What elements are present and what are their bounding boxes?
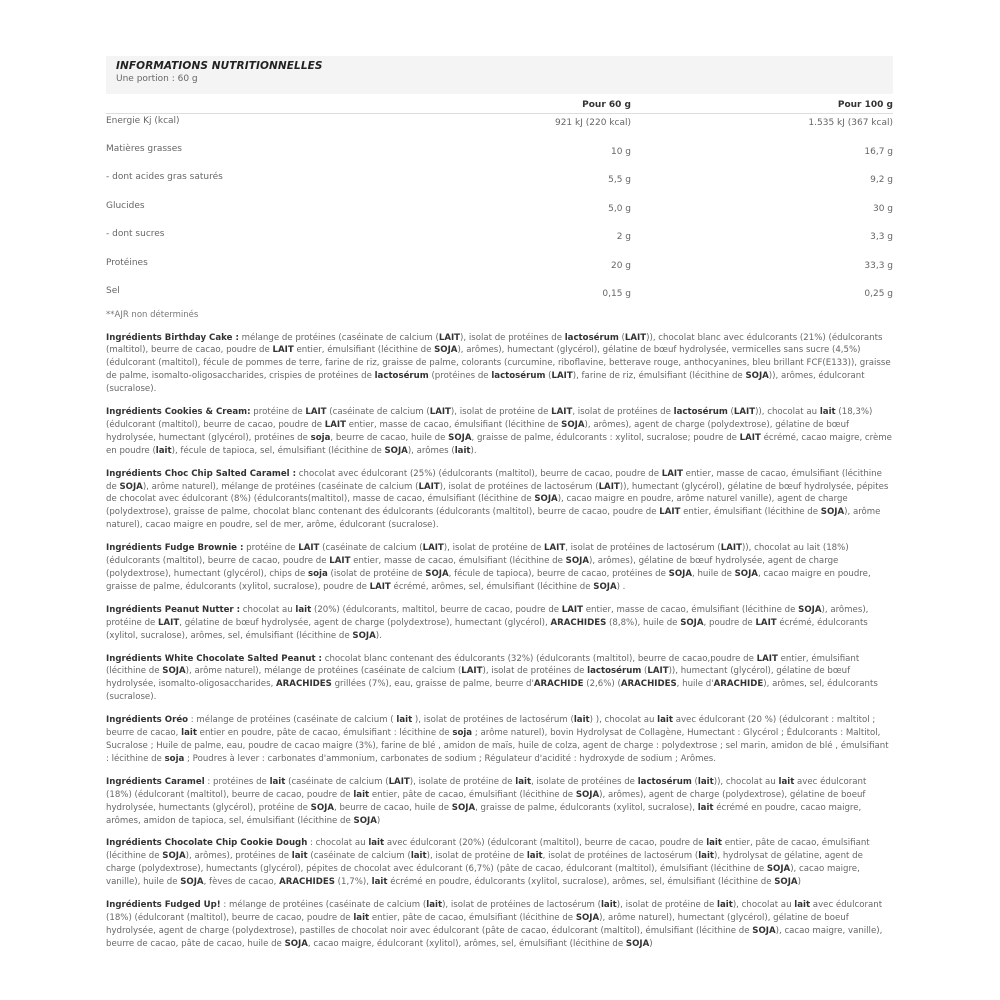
row-value-100g: 0,25 g xyxy=(864,289,893,299)
row-value-100g: 3,3 g xyxy=(870,232,893,242)
ingredient-title: Ingrédients Birthday Cake : xyxy=(106,332,239,343)
row-label: Matières grasses xyxy=(106,143,182,154)
column-header-label xyxy=(106,96,511,114)
ingredient-paragraph xyxy=(106,468,893,533)
row-label: Energie Kj (kcal) xyxy=(106,116,180,126)
ingredient-text: chocolat au lait (20%) (édulcorants, maltitol, beurre de cacao, poudre de LAIT entier, masse de cacao, émulsifiant (lécithine de SOJA), arômes), protéine de LAIT, gélatine de bœuf hydrolysée, agent de charge (polydextrose), humectant (glycérol), ARACHIDES (8,8%), huile de SOJA, poudre de LAIT écrémé, édulcorants (xylitol, sucralose), arômes, sel, émulsifiant (lécithine de SOJA). xyxy=(106,604,869,641)
ingredient-paragraph xyxy=(106,653,893,705)
row-value-60g: 5,0 g xyxy=(608,203,631,214)
ingredient-title: Ingrédients Choc Chip Salted Caramel : xyxy=(106,468,297,479)
row-value-60g: 0,15 g xyxy=(602,289,631,299)
ingredient-title: Ingrédients Peanut Nutter : xyxy=(106,604,241,615)
row-value-60g: 2 g xyxy=(616,232,631,242)
ingredient-paragraph xyxy=(106,406,893,458)
row-label: Glucides xyxy=(106,200,145,211)
ingredient-paragraph xyxy=(106,776,893,828)
ingredient-title: Ingrédients Fudge Brownie : xyxy=(106,543,244,554)
table-row xyxy=(106,226,893,255)
row-value-60g: 20 g xyxy=(610,260,631,271)
ingredient-title: Ingrédients Cookies & Cream: xyxy=(106,407,251,418)
table-row xyxy=(106,169,893,198)
ingredient-paragraph xyxy=(106,899,893,951)
ingredient-paragraph xyxy=(106,332,893,397)
nutrition-panel xyxy=(106,56,893,961)
table-header-row xyxy=(106,96,893,114)
table-row xyxy=(106,255,893,284)
row-label: Protéines xyxy=(106,257,148,268)
ingredient-paragraph xyxy=(106,542,893,594)
ingredient-text: : mélange de protéines (caséinate de calcium (lait), isolat de protéines de lactosérum (lait), isolat de protéine de lait), chocolat au lait avec édulcorant (18%) (édulcorant (maltitol), beurre de cacao, poudre de lait entier, pâte de cacao, émulsifiant (lécithine de SOJA), arôme naturel), humectant (glycérol), gélatine de boeuf hydrolysée, agent de charge (polydextrose), pastilles de chocolat noir avec édulcorant (pâte de cacao, édulcorant (maltitol), émulsifiant (lécithine de SOJA), cacao maigre, vanille), beurre de cacao, pâte de cacao, huile de SOJA, cacao maigre, édulcorant (xylitol), arômes, sel, émulsifiant (lécithine de SOJA) xyxy=(106,900,883,949)
table-row xyxy=(106,114,893,141)
serving-size: Une portion : 60 g xyxy=(116,74,198,84)
nutrition-table xyxy=(106,96,893,312)
page-title: INFORMATIONS NUTRITIONNELLES xyxy=(116,60,323,72)
row-value-100g: 33,3 g xyxy=(864,260,893,271)
row-value-100g: 9,2 g xyxy=(870,175,893,185)
ingredient-title: Ingrédients Oréo xyxy=(106,715,189,726)
ajr-footnote: **AJR non déterminés xyxy=(106,309,199,320)
ingredient-text: chocolat blanc contenant des édulcorants (32%) (édulcorants (maltitol), beurre de cacao,poudre de LAIT entier, émulsifiant (lécithine de SOJA), arôme naturel), mélange de protéines (caséinate de calcium (LAIT), isolat de protéines de lactosérum (LAIT)), humectant (glycérol), gélatine de bœuf hydrolysée, isomalto-oligosaccharides, ARACHIDES grillées (7%), eau, graisse de palme, beurre d'ARACHIDE (2,6%) (ARACHIDES, huile d'ARACHIDE), arômes, sel, édulcorants (sucralose). xyxy=(106,653,878,703)
ingredient-paragraph xyxy=(106,837,893,889)
row-value-60g: 5,5 g xyxy=(608,175,631,185)
ingredient-text: : protéines de lait (caséinate de calcium (LAIT), isolate de protéine de lait, isolate de protéines de lactosérum (lait)), chocolat au lait avec édulcorant (18%) (édulcorant (maltitol), beurre de cacao, poudre de lait entier, pâte de cacao, émulsifiant (lécithine de SOJA), arômes), agent de charge (polydextrose), gélatine de boeuf hydrolysée, humectants (glycérol), protéine de SOJA, beurre de cacao, huile de SOJA, graisse de palme, édulcorants (xylitol, sucralose), lait écrémé en poudre, cacao maigre, arômes, amidon de tapioca, sel, émulsifiant (lécithine de SOJA) xyxy=(106,776,867,826)
ingredient-text: chocolat avec édulcorant (25%) (édulcorants (maltitol), beurre de cacao, poudre de LAIT entier, masse de cacao, émulsifiant (lécithine de SOJA), arôme naturel), mélange de protéines (caséinate de calcium (LAIT), isolat de protéines de lactosérum (LAIT)), humectant (glycérol), gélatine de bœuf hydrolysée, pépites de chocolat avec édulcorant (8%) (édulcorants(maltitol), masse de cacao, émulsifiant (lécithine de SOJA), cacao maigre en poudre, arôme naturel vanille), agent de charge (polydextrose), graisse de palme, chocolat blanc contenant des édulcorants (édulcorants (maltitol), beurre de cacao, poudre de LAIT entier, émulsifiant (lécithine de SOJA), arôme naturel), cacao maigre en poudre, sel de mer, arôme, édulcorant (sucralose). xyxy=(106,468,889,531)
row-value-60g: 921 kJ (220 kcal) xyxy=(554,118,631,128)
column-header-60g: Pour 60 g xyxy=(511,96,631,114)
row-value-100g: 16,7 g xyxy=(864,146,893,157)
row-label: - dont sucres xyxy=(106,229,165,239)
ingredient-text: protéine de LAIT (caséinate de calcium (LAIT), isolat de protéine de LAIT, isolat de protéines de lactosérum (LAIT)), chocolat au lait (18%) (édulcorants (maltitol), beurre de cacao, poudre de LAIT entier, masse de cacao, émulsifiant (lécithine de SOJA), arômes), gélatine de bœuf hydrolysée, agent de charge (polydextrose), humectant (glycérol), chips de soja (isolat de protéine de SOJA, fécule de tapioca), beurre de cacao, protéines de SOJA, huile de SOJA, cacao maigre en poudre, graisse de palme, édulcorants (xylitol, sucralose), poudre de LAIT écrémé, arômes, sel, émulsifiant (lécithine de SOJA) . xyxy=(106,543,871,592)
ingredient-paragraph xyxy=(106,714,893,766)
table-row xyxy=(106,198,893,227)
row-label: Sel xyxy=(106,286,120,296)
ingredients-list xyxy=(106,332,893,951)
ingredient-text: mélange de protéines (caséinate de calcium (LAIT), isolat de protéines de lactosérum (LAIT)), chocolat blanc avec édulcorants (21%) (édulcorants (maltitol), beurre de cacao, poudre de LAIT entier, émulsifiant (lécithine de SOJA), arômes), humectant (glycérol), gélatine de bœuf hydrolysée, vermicelles sans sucre (4,5%) (édulcorant (maltitol), fécule de pommes de terre, farine de riz, graisse de palme, colorants (curcumine, riboflavine, betterave rouge, anthocyanines, bleu brillant FCF(E133)), graisse de palme, isomalto-oligosaccharides, crispies de protéines de lactosérum (protéines de lactosérum (LAIT), farine de riz, émulsifiant (lécithine de SOJA)), arômes, édulcorant (sucralose). xyxy=(106,332,891,395)
row-label: - dont acides gras saturés xyxy=(106,172,223,182)
nutrition-header xyxy=(106,56,893,94)
ingredient-title: Ingrédients Caramel xyxy=(106,776,205,787)
table-row xyxy=(106,283,893,312)
ingredient-text: protéine de LAIT (caséinate de calcium (LAIT), isolat de protéine de LAIT, isolat de protéines de lactosérum (LAIT)), chocolat au lait (18,3%) (édulcorant (maltitol), beurre de cacao, poudre de LAIT entier, masse de cacao, émulsifiant (lécithine de SOJA), arômes), agent de charge (polydextrose), gélatine de bœuf hydrolysée, humectant (glycérol), protéines de soja, beurre de cacao, huile de SOJA, graisse de palme, édulcorants : xylitol, sucralose; poudre de LAIT écrémé, cacao maigre, crème en poudre (lait), fécule de tapioca, sel, émulsifiant (lécithine de SOJA), arômes (lait). xyxy=(106,407,892,456)
table-row xyxy=(106,141,893,170)
ingredient-title: Ingrédients Chocolate Chip Cookie Dough xyxy=(106,838,308,849)
ingredient-title: Ingrédients White Chocolate Salted Peanut : xyxy=(106,653,322,664)
ingredient-text: : chocolat au lait avec édulcorant (20%) (édulcorant (maltitol), beurre de cacao, poudre de lait entier, pâte de cacao, émulsifiant (lécithine de SOJA), arômes), protéines de lait (caséinate de calcium (lait), isolat de protéine de lait, isolat de protéines de lactosérum (lait), hydrolysat de gélatine, agent de charge (polydextrose), humectants (glycérol), pépites de chocolat avec édulcorant (6,7%) (pâte de cacao, édulcorant (maltitol), émulsifiant (lécithine de SOJA), cacao maigre, vanille), huile de SOJA, fèves de cacao, ARACHIDES (1,7%), lait écrémé en poudre, édulcorants (xylitol, sucralose), arômes, sel, émulsifiant (lécithine de SOJA) xyxy=(106,838,870,888)
ingredient-text: : mélange de protéines (caséinate de calcium ( lait ), isolat de protéines de lactosérum (lait) ), chocolat au lait avec édulcorant (20 %) (édulcorant : maltitol ; beurre de cacao, lait entier en poudre, pâte de cacao, émulsifiant : lécithine de soja ; arôme naturel), bovin Hydrolysat de Collagène, Humectant : Glycérol ; Édulcorants : Maltitol, Sucralose ; Huile de palme, eau, poudre de cacao maigre (3%), farine de blé , amidon de maïs, huile de colza, agent de charge : polydextrose ; sel marin, amidon de blé , émulsifiant : lécithine de soja ; Poudres à lever : carbonates d'ammonium, carbonates de sodium ; Régulateur d'acidité : hydroxyde de sodium ; Arômes. xyxy=(106,715,889,764)
row-value-100g: 30 g xyxy=(872,203,893,214)
column-header-100g: Pour 100 g xyxy=(631,96,893,114)
row-value-100g: 1.535 kJ (367 kcal) xyxy=(808,118,893,128)
ingredient-title: Ingrédients Fudged Up! xyxy=(106,900,221,911)
row-value-60g: 10 g xyxy=(610,146,631,157)
ingredient-paragraph xyxy=(106,604,893,643)
